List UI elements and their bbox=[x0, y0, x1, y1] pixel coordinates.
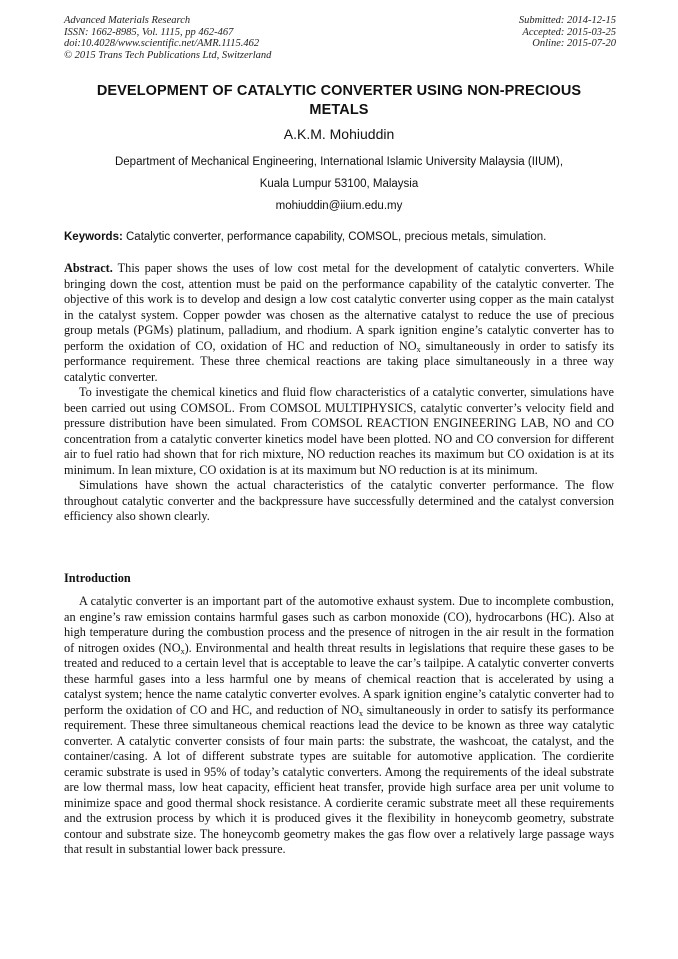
abstract-paragraph-1 bbox=[64, 261, 614, 385]
keywords bbox=[64, 230, 616, 244]
abstract-text: This paper shows the uses of low cost metal for the development of catalytic converters. While bringing down the cost, attention must be paid on the performance capability of the catalytic converter. The objective of this work is to develop and design a low cost catalytic converter using copper as the main catalyst in the catalyst system. Copper powder was chosen as the alternative catalyst to reduce the use of precious group metals (PGMs) platinum, palladium, and rhodium. A spark ignition engine’s catalytic converter has to perform the oxidation of CO, oxidation of HC and reduction of NO bbox=[64, 261, 615, 353]
journal-header-left bbox=[64, 15, 271, 61]
paper-title-line2: METALS bbox=[309, 102, 369, 118]
abstract-paragraph-3: Simulations have shown the actual characteristics of the catalytic converter performance. The flow throughout catalytic converter and the backpressure have successfully determined and the catalyst conversion efficiency also shown clearly. bbox=[64, 478, 614, 523]
subscript: x bbox=[180, 646, 185, 656]
journal-copyright: © 2015 Trans Tech Publications Ltd, Switzerland bbox=[64, 49, 272, 61]
online-date: Online: 2015-07-20 bbox=[532, 38, 616, 49]
journal-issn: ISSN: 1662-8985, Vol. 1115, pp 462-467 bbox=[64, 26, 234, 38]
subscript: x bbox=[416, 344, 421, 354]
abstract-section bbox=[64, 261, 614, 525]
affiliation-line1: Department of Mechanical Engineering, International Islamic University Malaysia (IIUM), bbox=[114, 156, 564, 168]
intro-text: ). Environmental and health threat results in legislations that require these gases to be treated and reduced to a certain level that is acceptable to leave the car’s tailpipe. A catalytic converter converts these harmful gases into a less harmful one by means of chemical reaction that is accelerated by using a catalyst system; hence the name catalytic converter evolves. A spark ignition engine’s catalytic converter had to perform the oxidation of CO and HC, and reduction of NO bbox=[64, 640, 614, 717]
abstract-label: Abstract. bbox=[64, 261, 113, 275]
paper-title bbox=[64, 82, 614, 120]
introduction-section bbox=[64, 594, 614, 858]
keywords-label: Keywords: bbox=[64, 231, 123, 243]
submitted-date: Submitted: 2014-12-15 bbox=[518, 15, 616, 26]
accepted-date: Accepted: 2015-03-25 bbox=[522, 26, 616, 38]
introduction-paragraph bbox=[64, 594, 614, 858]
journal-doi: doi:10.4028/www.scientific.net/AMR.1115.462 bbox=[64, 38, 260, 49]
affiliation bbox=[64, 151, 614, 217]
intro-text: simultaneously in order to satisfy its performance requirement. These three simultaneous chemical reactions lead the device to be known as three way catalytic converter. A catalytic converter consists of four main parts: the substrate, the washcoat, the catalyst, and the container/casing. A lot of different substrate types are suitable for automotive application. The cordierite ceramic substrate is used in 95% of today’s catalytic converters. Among the requirements of the ideal substrate are low thermal mass, low heat capacity, efficient heat transfer, provide high surface area per unit volume to minimize space and good thermal shock resistance. A cordierite ceramic substrate meet all these requirements and the extrusion process by which it is produced gives it the flexibility in honeycomb geometry, substrate contour and substrate size. The honeycomb geometry makes the gas flow over a relatively large passage ways that result in substantial lower back pressure. bbox=[64, 702, 614, 856]
journal-header-right bbox=[519, 15, 616, 50]
paper-title-line1: DEVELOPMENT OF CATALYTIC CONVERTER USING NON-PRECIOUS bbox=[96, 83, 582, 99]
affiliation-line2: Kuala Lumpur 53100, Malaysia bbox=[259, 178, 419, 190]
intro-text: A catalytic converter is an important part of the automotive exhaust system. Due to incomplete combustion, an engine’s raw emission contains harmful gases such as carbon monoxide (CO), hydrocarbons (HC). Also at high temperature during the combustion process and the presence of nitrogen in the air result in the formation of nitrogen oxides (NO bbox=[64, 594, 614, 655]
subscript: x bbox=[359, 708, 364, 718]
journal-name: Advanced Materials Research bbox=[64, 15, 191, 26]
introduction-heading: Introduction bbox=[64, 571, 131, 585]
keywords-text: Catalytic converter, performance capability, COMSOL, precious metals, simulation. bbox=[126, 231, 547, 243]
author-name: A.K.M. Mohiuddin bbox=[283, 126, 395, 142]
abstract-paragraph-2: To investigate the chemical kinetics and fluid flow characteristics of a catalytic converter, simulations have been carried out using COMSOL. From COMSOL MULTIPHYSICS, catalytic converter’s velocity field and pressure distribution have been simulated. From COMSOL REACTION ENGINEERING LAB, NO and CO concentration from a catalytic converter kinetics model have been plotted. NO and CO conversion for different air to fuel ratio had shown that for rich mixture, NO reduction reaches its maximum but CO oxidation is at its minimum. In lean mixture, CO oxidation is at its maximum but NO reduction is at its minimum. bbox=[64, 385, 614, 477]
abstract-text: simultaneously in order to satisfy its performance requirement. These three chemical reactions are taking place simultaneously in a three way catalytic converter. bbox=[64, 338, 614, 384]
author-email: mohiuddin@iium.edu.my bbox=[275, 200, 403, 212]
